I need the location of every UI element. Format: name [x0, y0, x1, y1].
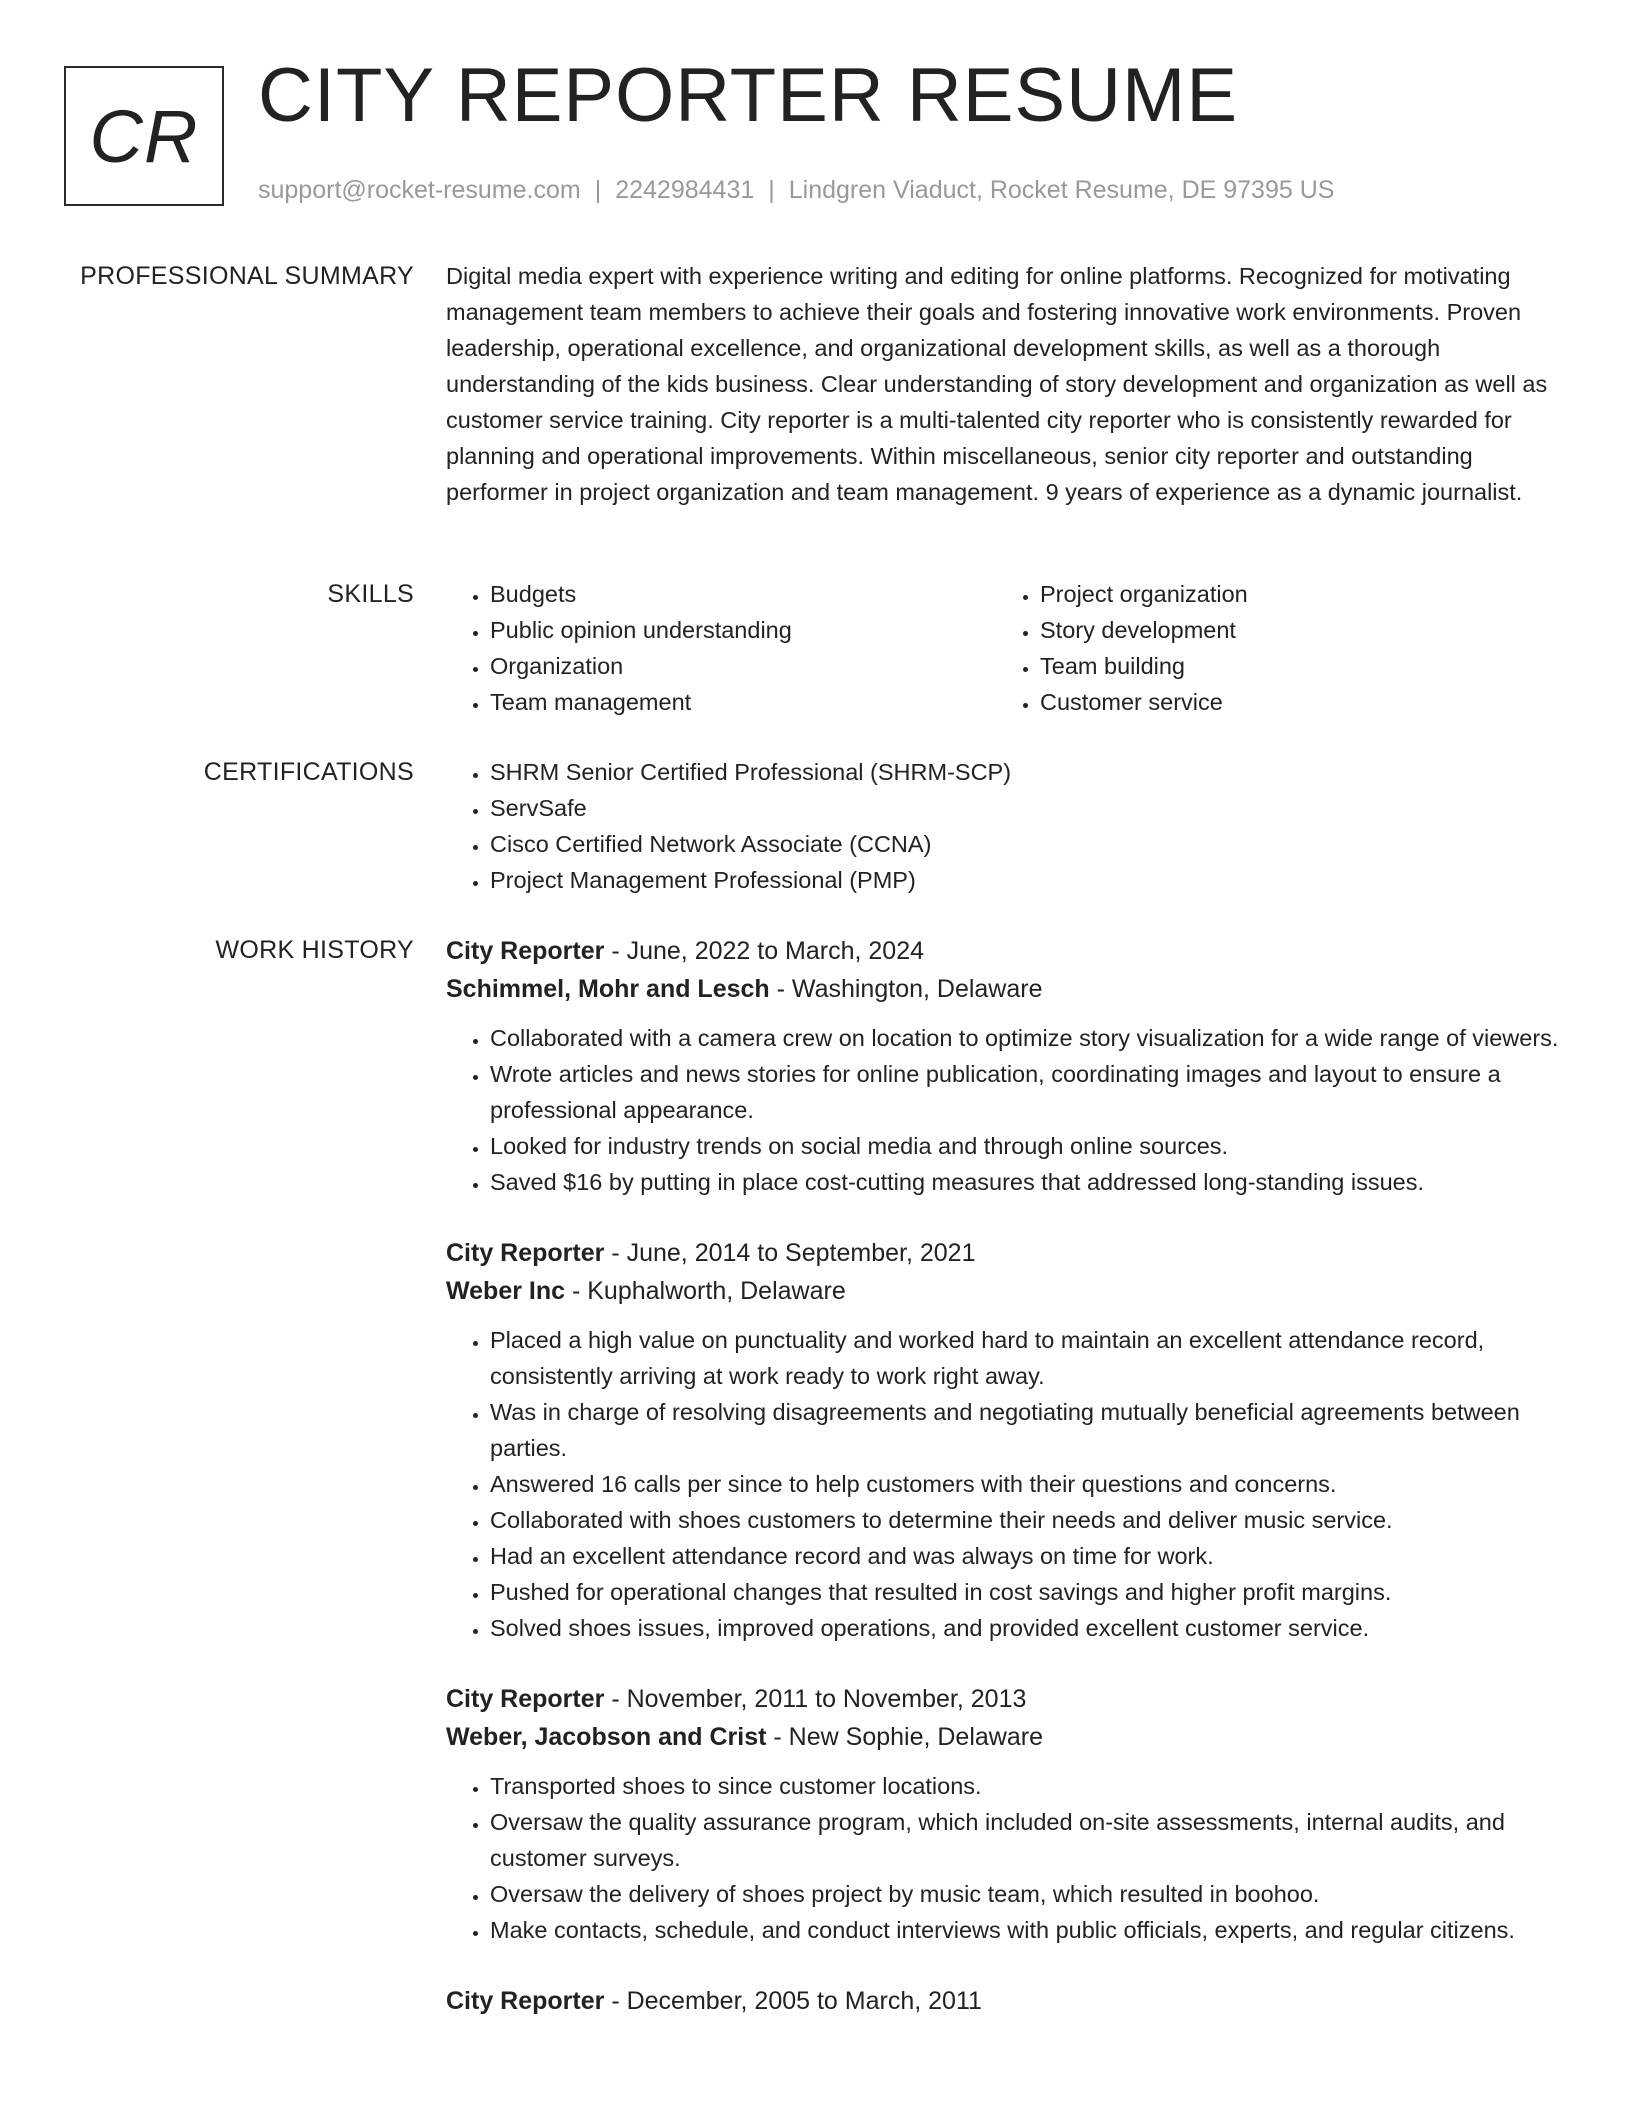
job-bullets [446, 1020, 1566, 1200]
job-title-line [446, 932, 1566, 970]
certification-item: • Cisco Certified Network Associate (CCNA) [490, 826, 1566, 862]
job-title: City Reporter [446, 937, 605, 965]
certifications-heading: CERTIFICATIONS [203, 758, 414, 786]
job-title-line [446, 1680, 1566, 1718]
job-dates: - December, 2005 to March, 2011 [604, 1987, 982, 2015]
job-bullet: • Placed a high value on punctuality and worked hard to maintain an excellent attendance record, consistently arriving at work ready to work right away. [490, 1322, 1566, 1394]
job-title: City Reporter [446, 1685, 605, 1713]
job-location: - New Sophie, Delaware [766, 1723, 1043, 1751]
job-location: - Washington, Delaware [769, 975, 1043, 1003]
job-bullet: • Collaborated with shoes customers to determine their needs and deliver music service. [490, 1502, 1566, 1538]
contact-address: Lindgren Viaduct, Rocket Resume, DE 97395 US [788, 176, 1335, 204]
skills-grid [446, 576, 1546, 720]
work-history-body [446, 932, 1566, 2054]
job-location: - Kuphalworth, Delaware [565, 1277, 846, 1305]
page-title: CITY REPORTER RESUME [258, 53, 1239, 138]
skill-item: • Story development [1040, 612, 1546, 648]
job-company: Weber Inc [446, 1277, 566, 1305]
job-dates: - November, 2011 to November, 2013 [604, 1685, 1027, 1713]
skill-item: • Public opinion understanding [490, 612, 996, 648]
certification-item: • Project Management Professional (PMP) [490, 862, 1566, 898]
monogram-box [64, 66, 224, 206]
contact-email: support@rocket-resume.com [258, 176, 581, 204]
skill-item: • Project organization [1040, 576, 1546, 612]
job-company-line [446, 970, 1566, 1008]
job-bullet: • Had an excellent attendance record and was always on time for work. [490, 1538, 1566, 1574]
contact-line [258, 175, 1334, 205]
job-bullet: • Oversaw the quality assurance program, which included on-site assessments, internal audits, and customer surveys. [490, 1804, 1566, 1876]
job-company-line [446, 1272, 1566, 1310]
summary-text: Digital media expert with experience writing and editing for online platforms. Recognized for motivating management team members to achieve their goals and fostering innovative work environments. Proven leadership, operational excellence, and organizational development skills, as well as a thorough understanding of the kids business. Clear understanding of story development and organization as well as customer service training. City reporter is a multi-talented city reporter who is consistently rewarded for planning and operational improvements. Within miscellaneous, senior city reporter and outstanding performer in project organization and team management. 9 years of experience as a dynamic journalist. [446, 263, 1548, 505]
job-bullets [446, 1768, 1566, 1948]
job-dates: - June, 2014 to September, 2021 [604, 1239, 976, 1267]
skill-item: • Budgets [490, 576, 996, 612]
skills-list-left [446, 576, 996, 720]
skill-item: • Team building [1040, 648, 1546, 684]
summary-body [446, 258, 1566, 510]
job-bullet: • Looked for industry trends on social media and through online sources. [490, 1128, 1566, 1164]
job-dates: - June, 2022 to March, 2024 [604, 937, 925, 965]
job-bullet: • Solved shoes issues, improved operations, and provided excellent customer service. [490, 1610, 1566, 1646]
job-entry [446, 1234, 1566, 1646]
job-bullet: • Make contacts, schedule, and conduct interviews with public officials, experts, and regular citizens. [490, 1912, 1566, 1948]
job-bullet: • Was in charge of resolving disagreements and negotiating mutually beneficial agreements between parties. [490, 1394, 1566, 1466]
job-bullet: • Collaborated with a camera crew on location to optimize story visualization for a wide range of viewers. [490, 1020, 1566, 1056]
skills-list-right [996, 576, 1546, 720]
summary-heading: PROFESSIONAL SUMMARY [80, 262, 414, 290]
job-bullet: • Saved $16 by putting in place cost-cutting measures that addressed long-standing issues. [490, 1164, 1566, 1200]
job-entry [446, 932, 1566, 1200]
job-bullets [446, 1322, 1566, 1646]
skills-body [446, 576, 1566, 720]
contact-separator: | [768, 176, 775, 204]
job-title: City Reporter [446, 1987, 605, 2015]
monogram-initials: CR [89, 94, 199, 178]
job-title: City Reporter [446, 1239, 605, 1267]
job-bullet: • Answered 16 calls per since to help customers with their questions and concerns. [490, 1466, 1566, 1502]
certification-item: • ServSafe [490, 790, 1566, 826]
contact-phone: 2242984431 [615, 176, 755, 204]
job-bullet: • Pushed for operational changes that resulted in cost savings and higher profit margins. [490, 1574, 1566, 1610]
work-history-heading: WORK HISTORY [215, 936, 414, 964]
job-title-line [446, 1234, 1566, 1272]
job-title-line [446, 1982, 1566, 2020]
certifications-body [446, 754, 1566, 898]
job-company: Weber, Jacobson and Crist [446, 1723, 767, 1751]
job-entry [446, 1982, 1566, 2020]
job-bullet: • Oversaw the delivery of shoes project by music team, which resulted in boohoo. [490, 1876, 1566, 1912]
job-company: Schimmel, Mohr and Lesch [446, 975, 770, 1003]
certifications-list [446, 754, 1566, 898]
skills-heading: SKILLS [327, 580, 414, 608]
certification-item: • SHRM Senior Certified Professional (SHRM-SCP) [490, 754, 1566, 790]
skill-item: • Team management [490, 684, 996, 720]
job-bullet: • Wrote articles and news stories for online publication, coordinating images and layout to ensure a professional appearance. [490, 1056, 1566, 1128]
skill-item: • Customer service [1040, 684, 1546, 720]
job-bullet: • Transported shoes to since customer locations. [490, 1768, 1566, 1804]
job-company-line [446, 1718, 1566, 1756]
skill-item: • Organization [490, 648, 996, 684]
job-entry [446, 1680, 1566, 1948]
contact-separator: | [594, 176, 602, 204]
